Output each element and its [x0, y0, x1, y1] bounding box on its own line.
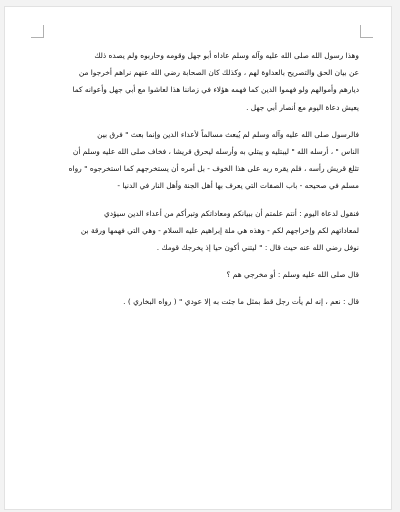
paragraph-5	[45, 293, 359, 310]
paragraph-3	[45, 205, 359, 257]
text-line: نوفل رضي الله عنه حيث قال : " ليتني أكون حيا إذ يخرجك قومك .	[156, 242, 359, 252]
text-line: قال : نعم ، إنه لم يأت رجل قط بمثل ما جئت به إلا عودي " ( رواه البخاري ) .	[123, 297, 359, 307]
text-line: تثلغ قريش رأسه ، فلم يقره ربه على هذا الخوف - بل أمره أن يستخرجهم كما استخرجوه " رواه	[68, 164, 359, 174]
paragraph-2	[45, 126, 359, 195]
paragraph-4	[45, 266, 359, 283]
text-line: لمعاداتهم لكم وإخراجهم لكم - وهذه هي ملة إبراهيم عليه السلام - وهي التي فهمها ورقة بن	[80, 225, 359, 235]
text-line: يعيش دعاة اليوم مع أنصار أبي جهل .	[246, 102, 359, 112]
paragraph-1	[45, 47, 359, 116]
text-line: الناس " ، أرسله الله " ليبتليه و يبتلي به وأرسله ليحرق قريشا ، فخاف صلى الله عليه وسلم أن	[72, 146, 359, 156]
text-line: قال صلى الله عليه وسلم : أو مخرجي هم ؟	[226, 270, 359, 280]
text-line: وهذا رسول الله صلى الله عليه وآله وسلم عاداه أبو جهل وقومه وحاربوه ولم يصده ذلك	[94, 51, 359, 60]
document-body	[45, 47, 359, 310]
document-page	[4, 6, 392, 510]
crop-mark-top-right	[360, 25, 373, 38]
text-line: فنقول لدعاة اليوم : أنتم علمتم أن ببيانكم ومعاداتكم وتبرأكم من أعداء الدين سيؤدي	[104, 208, 359, 218]
text-line: عن بيان الحق والتصريح بالعداوة لهم ، وكذلك كان الصحابة رضي الله عنهم نراهم أخرجوا من	[78, 68, 359, 78]
crop-mark-top-left	[31, 25, 44, 38]
text-line: فالرسول صلى الله عليه وآله وسلم لم يُبعث مسالماً لأعداء الدين وإنما بعث " فرق بين	[97, 129, 359, 139]
text-line: مسلم في صحيحه - باب الصفات التي يعرف بها أهل الجنة وأهل النار في الدنيا -	[117, 181, 359, 191]
text-line: ديارهم وأموالهم ولو فهموا الدين كما فهمه هؤلاء في زماننا هذا لعاشوا مع أبي جهل وأعوانه كما	[72, 85, 359, 95]
